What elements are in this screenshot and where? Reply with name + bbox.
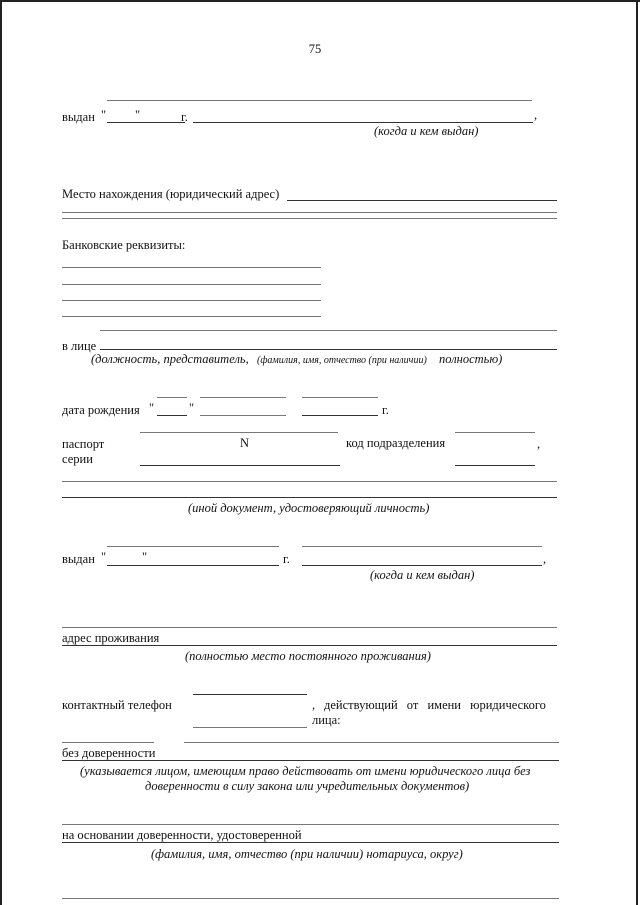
other-doc-line-2[interactable] xyxy=(62,497,557,498)
passport-number-sign: N xyxy=(240,436,250,450)
residence-field[interactable] xyxy=(62,645,557,646)
proxy-label: на основании доверенности, удостоверенной xyxy=(62,828,302,842)
birth-line-upper-3 xyxy=(302,397,378,398)
birth-quote-close: " xyxy=(189,401,195,415)
no-proxy-line-upper-1 xyxy=(62,742,154,743)
bank-field-2[interactable] xyxy=(62,284,321,285)
other-doc-hint: (иной документ, удостоверяющий личность) xyxy=(188,501,430,515)
issued2-line-upper-1 xyxy=(107,546,279,547)
phone-field[interactable] xyxy=(193,727,307,728)
issued1-date-field[interactable] xyxy=(107,122,185,123)
issued1-label: выдан xyxy=(62,110,95,124)
passport-number-field[interactable] xyxy=(140,465,340,466)
issued2-line-upper-2 xyxy=(302,546,542,547)
issued1-comma: , xyxy=(534,108,538,122)
bank-field-3[interactable] xyxy=(62,300,321,301)
proxy-hint: (фамилия, имя, отчество (при наличии) нотариуса, округ) xyxy=(151,847,463,861)
page-edge-right xyxy=(636,0,638,905)
passport-line-upper-1 xyxy=(140,432,338,433)
bank-field-4[interactable] xyxy=(62,316,321,317)
passport-series-label: серии xyxy=(62,452,93,466)
birth-label: дата рождения xyxy=(62,403,140,417)
passport-division-label: код подразделения xyxy=(346,436,446,450)
birth-line-upper-1 xyxy=(157,397,187,398)
residence-hint: (полностью место постоянного проживания) xyxy=(185,649,431,663)
phone-line-upper xyxy=(193,694,307,695)
phone-acting-tail: лица: xyxy=(312,713,341,727)
issued1-year: г. xyxy=(181,110,188,124)
issued1-quote-open: " xyxy=(101,108,107,122)
bank-field-1[interactable] xyxy=(62,267,321,268)
residence-line-upper xyxy=(62,627,557,628)
birth-year-field[interactable] xyxy=(302,415,378,416)
other-doc-line-1[interactable] xyxy=(62,481,557,482)
passport-line-upper-2 xyxy=(455,432,535,433)
issued1-line-upper xyxy=(107,100,532,101)
issued2-date-field[interactable] xyxy=(107,565,279,566)
birth-month-field[interactable] xyxy=(200,415,286,416)
issued2-by-field[interactable] xyxy=(302,565,542,566)
birth-quote-open: " xyxy=(149,401,155,415)
issued1-quote-close: " xyxy=(135,108,141,122)
phone-comma: , xyxy=(312,698,316,712)
address-field-2[interactable] xyxy=(62,212,557,213)
no-proxy-hint-2: доверенности в силу закона или учредительных документов) xyxy=(145,779,470,793)
next-field-line[interactable] xyxy=(62,898,559,899)
birth-day-field[interactable] xyxy=(157,415,187,416)
proxy-line-upper xyxy=(62,824,559,825)
birth-line-upper-2 xyxy=(200,397,286,398)
address-label: Место нахождения (юридический адрес) xyxy=(62,187,280,201)
page-number: 75 xyxy=(308,42,322,56)
passport-division-field[interactable] xyxy=(455,465,535,466)
issued2-year: г. xyxy=(283,552,290,566)
phone-acting-text: действующий от имени юридического xyxy=(324,698,546,712)
address-field-3[interactable] xyxy=(62,218,557,219)
person-hint-a: (должность, представитель, xyxy=(91,352,249,366)
no-proxy-line-upper-2 xyxy=(184,742,559,743)
issued2-quote-open: " xyxy=(101,550,107,564)
issued2-hint: (когда и кем выдан) xyxy=(370,568,475,582)
person-hint-b: (фамилия, имя, отчество (при наличии) xyxy=(257,355,427,366)
page-edge-left xyxy=(0,0,2,905)
issued1-by-field[interactable] xyxy=(193,122,533,123)
passport-label: паспорт xyxy=(62,437,105,451)
person-hint-c: полностью) xyxy=(439,352,503,366)
no-proxy-hint-1: (указывается лицом, имеющим право действовать от имени юридического лица без xyxy=(80,764,531,778)
issued1-hint: (когда и кем выдан) xyxy=(374,124,479,138)
page-edge-top xyxy=(0,0,640,2)
birth-year: г. xyxy=(382,403,389,417)
person-field[interactable] xyxy=(100,349,557,350)
proxy-field[interactable] xyxy=(62,842,559,843)
residence-label: адрес проживания xyxy=(62,631,160,645)
phone-label: контактный телефон xyxy=(62,698,172,712)
issued2-comma: , xyxy=(543,552,547,566)
passport-comma: , xyxy=(537,437,541,451)
no-proxy-label: без доверенности xyxy=(62,746,156,760)
person-line-upper xyxy=(100,330,557,331)
issued2-label: выдан xyxy=(62,552,95,566)
bank-label: Банковские реквизиты: xyxy=(62,238,186,252)
address-field-1[interactable] xyxy=(287,200,557,201)
no-proxy-field[interactable] xyxy=(62,760,559,761)
issued2-quote-close: " xyxy=(142,550,148,564)
person-label: в лице xyxy=(62,339,97,353)
